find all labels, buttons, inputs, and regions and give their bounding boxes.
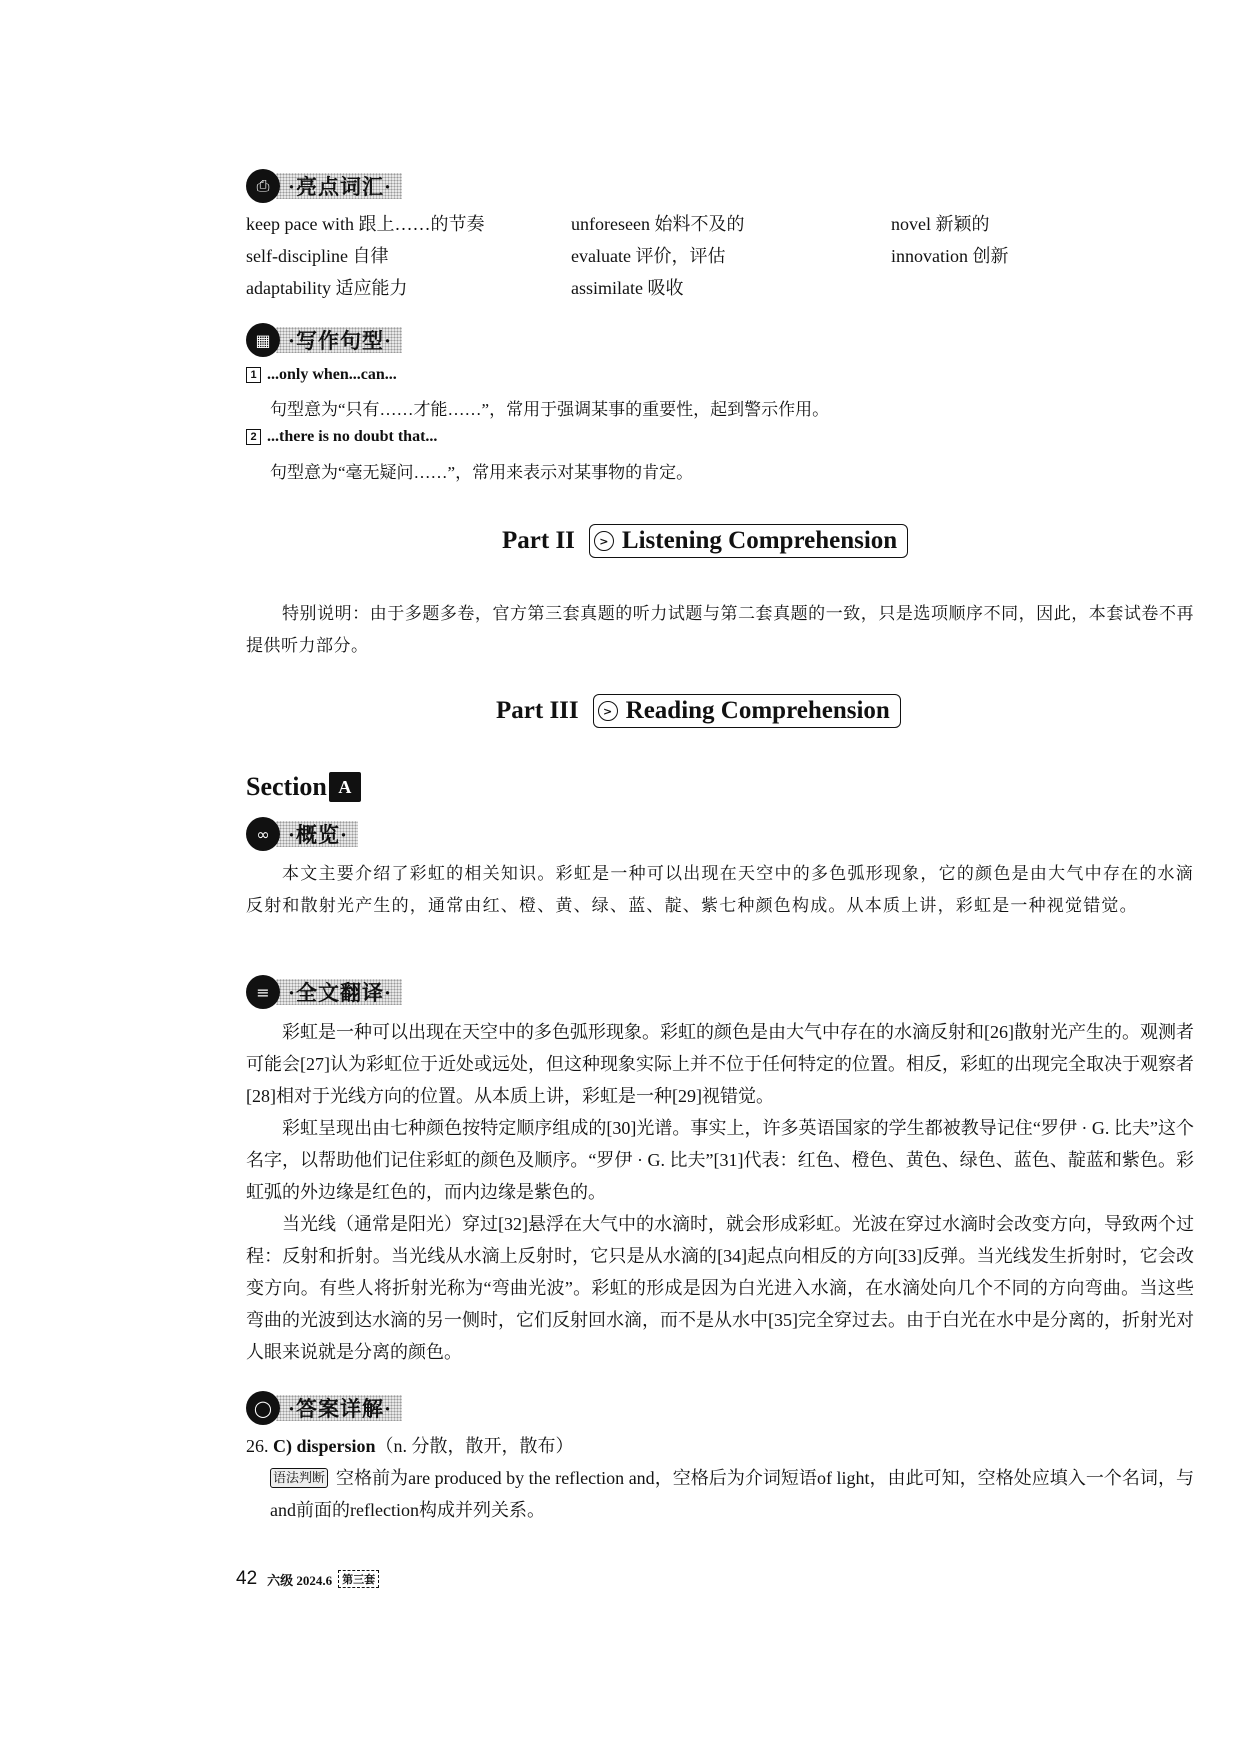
part3-name: Reading Comprehension bbox=[625, 697, 890, 724]
translation-paragraph-2: 彩虹呈现出由七种颜色按特定顺序组成的[30]光谱。事实上，许多英语国家的学生都被教导记住“罗伊 · G. 比夫”这个名字，以帮助他们记住彩虹的颜色及顺序。“罗伊 · G. 比夫”[31]代表：红色、橙色、黄色、绿色、蓝色、靛蓝和紫色。彩虹弧的外边缘是红色的，而内边缘是紫色的。 bbox=[246, 1118, 1194, 1202]
overview-heading bbox=[246, 816, 358, 852]
vocab-item: evaluate 评价，评估 bbox=[571, 246, 726, 266]
answer-explanation-26 bbox=[270, 1462, 1194, 1526]
section-label: Section bbox=[246, 772, 327, 801]
answers-label: ·答案详解· bbox=[276, 1395, 402, 1421]
part3-title bbox=[496, 694, 901, 728]
document-icon: ⎙ bbox=[246, 169, 280, 203]
vocab-item: novel 新颖的 bbox=[891, 214, 990, 234]
answer-item-26 bbox=[246, 1430, 1194, 1462]
footer-text: 六级 2024.6 bbox=[267, 1572, 333, 1588]
item-number: 1 bbox=[246, 367, 261, 383]
vocab-item: keep pace with 跟上……的节奏 bbox=[246, 214, 485, 234]
part3-number: Part III bbox=[496, 697, 579, 724]
explanation-text: 空格前为are produced by the reflection and，空格后为介词短语of light，由此可知，空格处应填入一个名词，与and前面的reflection构成并列关系。 bbox=[270, 1468, 1194, 1520]
vocab-item: adaptability 适应能力 bbox=[246, 278, 408, 298]
vocab-item: self-discipline 自律 bbox=[246, 246, 389, 266]
pattern-item-1 bbox=[246, 366, 397, 384]
vocab-item: unforeseen 始料不及的 bbox=[571, 214, 745, 234]
answer-number: 26. bbox=[246, 1436, 269, 1456]
page-number: 42 bbox=[236, 1568, 258, 1589]
pattern-item-2 bbox=[246, 428, 437, 446]
chevron-right-icon: > bbox=[594, 531, 614, 551]
part3-box bbox=[593, 694, 901, 728]
part2-number: Part II bbox=[502, 527, 575, 554]
vocab-column-2 bbox=[571, 208, 744, 304]
highlight-vocab-label: ·亮点词汇· bbox=[276, 173, 402, 199]
answer-choice: C) dispersion bbox=[273, 1436, 376, 1456]
part2-note: 特别说明：由于多题多卷，官方第三套真题的听力试题与第二套真题的一致，只是选项顺序不同，因此，本套试卷不再提供听力部分。 bbox=[246, 604, 1194, 656]
overview-text: 本文主要介绍了彩虹的相关知识。彩虹是一种可以出现在天空中的多色弧形现象，它的颜色是由大气中存在的水滴反射和散射光产生的，通常由红、橙、黄、绿、蓝、靛、紫七种颜色构成。从本质上讲，彩虹是一种视觉错觉。 bbox=[246, 864, 1194, 916]
glasses-icon: ∞ bbox=[246, 817, 280, 851]
vocab-column-1 bbox=[246, 208, 484, 304]
part2-box bbox=[589, 524, 908, 558]
writing-patterns-label: ·写作句型· bbox=[276, 327, 402, 353]
page-footer bbox=[236, 1568, 379, 1590]
highlight-vocab-heading bbox=[246, 168, 402, 204]
list-icon: ≡ bbox=[246, 975, 280, 1009]
lightbulb-icon: ◯ bbox=[246, 1391, 280, 1425]
writing-patterns-heading bbox=[246, 322, 402, 358]
translation-paragraph-3: 当光线（通常是阳光）穿过[32]悬浮在大气中的水滴时，就会形成彩虹。光波在穿过水滴时会改变方向，导致两个过程：反射和折射。当光线从水滴上反射时，它只是从水滴的[34]起点向相反的方向[33]反弹。当光线发生折射时，它会改变方向。有些人将折射光称为“弯曲光波”。彩虹的形成是因为白光进入水滴，在水滴处向几个不同的方向弯曲。当这些弯曲的光波到达水滴的另一侧时，它们反射回水滴，而不是从水中[35]完全穿过去。由于白光在水中是分离的，折射光对人眼来说就是分离的颜色。 bbox=[246, 1214, 1194, 1362]
vocab-column-3 bbox=[891, 208, 1009, 272]
section-badge: A bbox=[329, 772, 361, 802]
pattern-text: ...there is no doubt that... bbox=[267, 428, 438, 445]
overview-label: ·概览· bbox=[276, 821, 358, 847]
answers-heading bbox=[246, 1390, 402, 1426]
footer-badge: 第三套 bbox=[338, 1570, 379, 1588]
part2-title bbox=[502, 524, 908, 558]
item-number: 2 bbox=[246, 429, 261, 445]
vocab-item: assimilate 吸收 bbox=[571, 278, 684, 298]
vocab-item: innovation 创新 bbox=[891, 246, 1009, 266]
translation-paragraph-1: 彩虹是一种可以出现在天空中的多色弧形现象。彩虹的颜色是由大气中存在的水滴反射和[26]散射光产生的。观测者可能会[27]认为彩虹位于近处或远处，但这种现象实际上并不位于任何特定的位置。相反，彩虹的出现完全取决于观察者[28]相对于光线方向的位置。从本质上讲，彩虹是一种[29]视错觉。 bbox=[246, 1022, 1194, 1106]
section-title bbox=[246, 772, 361, 802]
pattern-desc-2: 句型意为“毫无疑问……”，常用来表示对某事物的肯定。 bbox=[270, 463, 694, 482]
grammar-tag: 语法判断 bbox=[270, 1468, 328, 1488]
book-icon: ▦ bbox=[246, 323, 280, 357]
chevron-right-icon: > bbox=[598, 701, 618, 721]
translation-heading bbox=[246, 974, 402, 1010]
answer-gloss: （n. 分散，散开，散布） bbox=[375, 1436, 574, 1456]
pattern-desc-1: 句型意为“只有……才能……”，常用于强调某事的重要性，起到警示作用。 bbox=[270, 400, 830, 419]
translation-label: ·全文翻译· bbox=[276, 979, 402, 1005]
part2-name: Listening Comprehension bbox=[621, 527, 898, 554]
pattern-text: ...only when...can... bbox=[267, 366, 397, 383]
